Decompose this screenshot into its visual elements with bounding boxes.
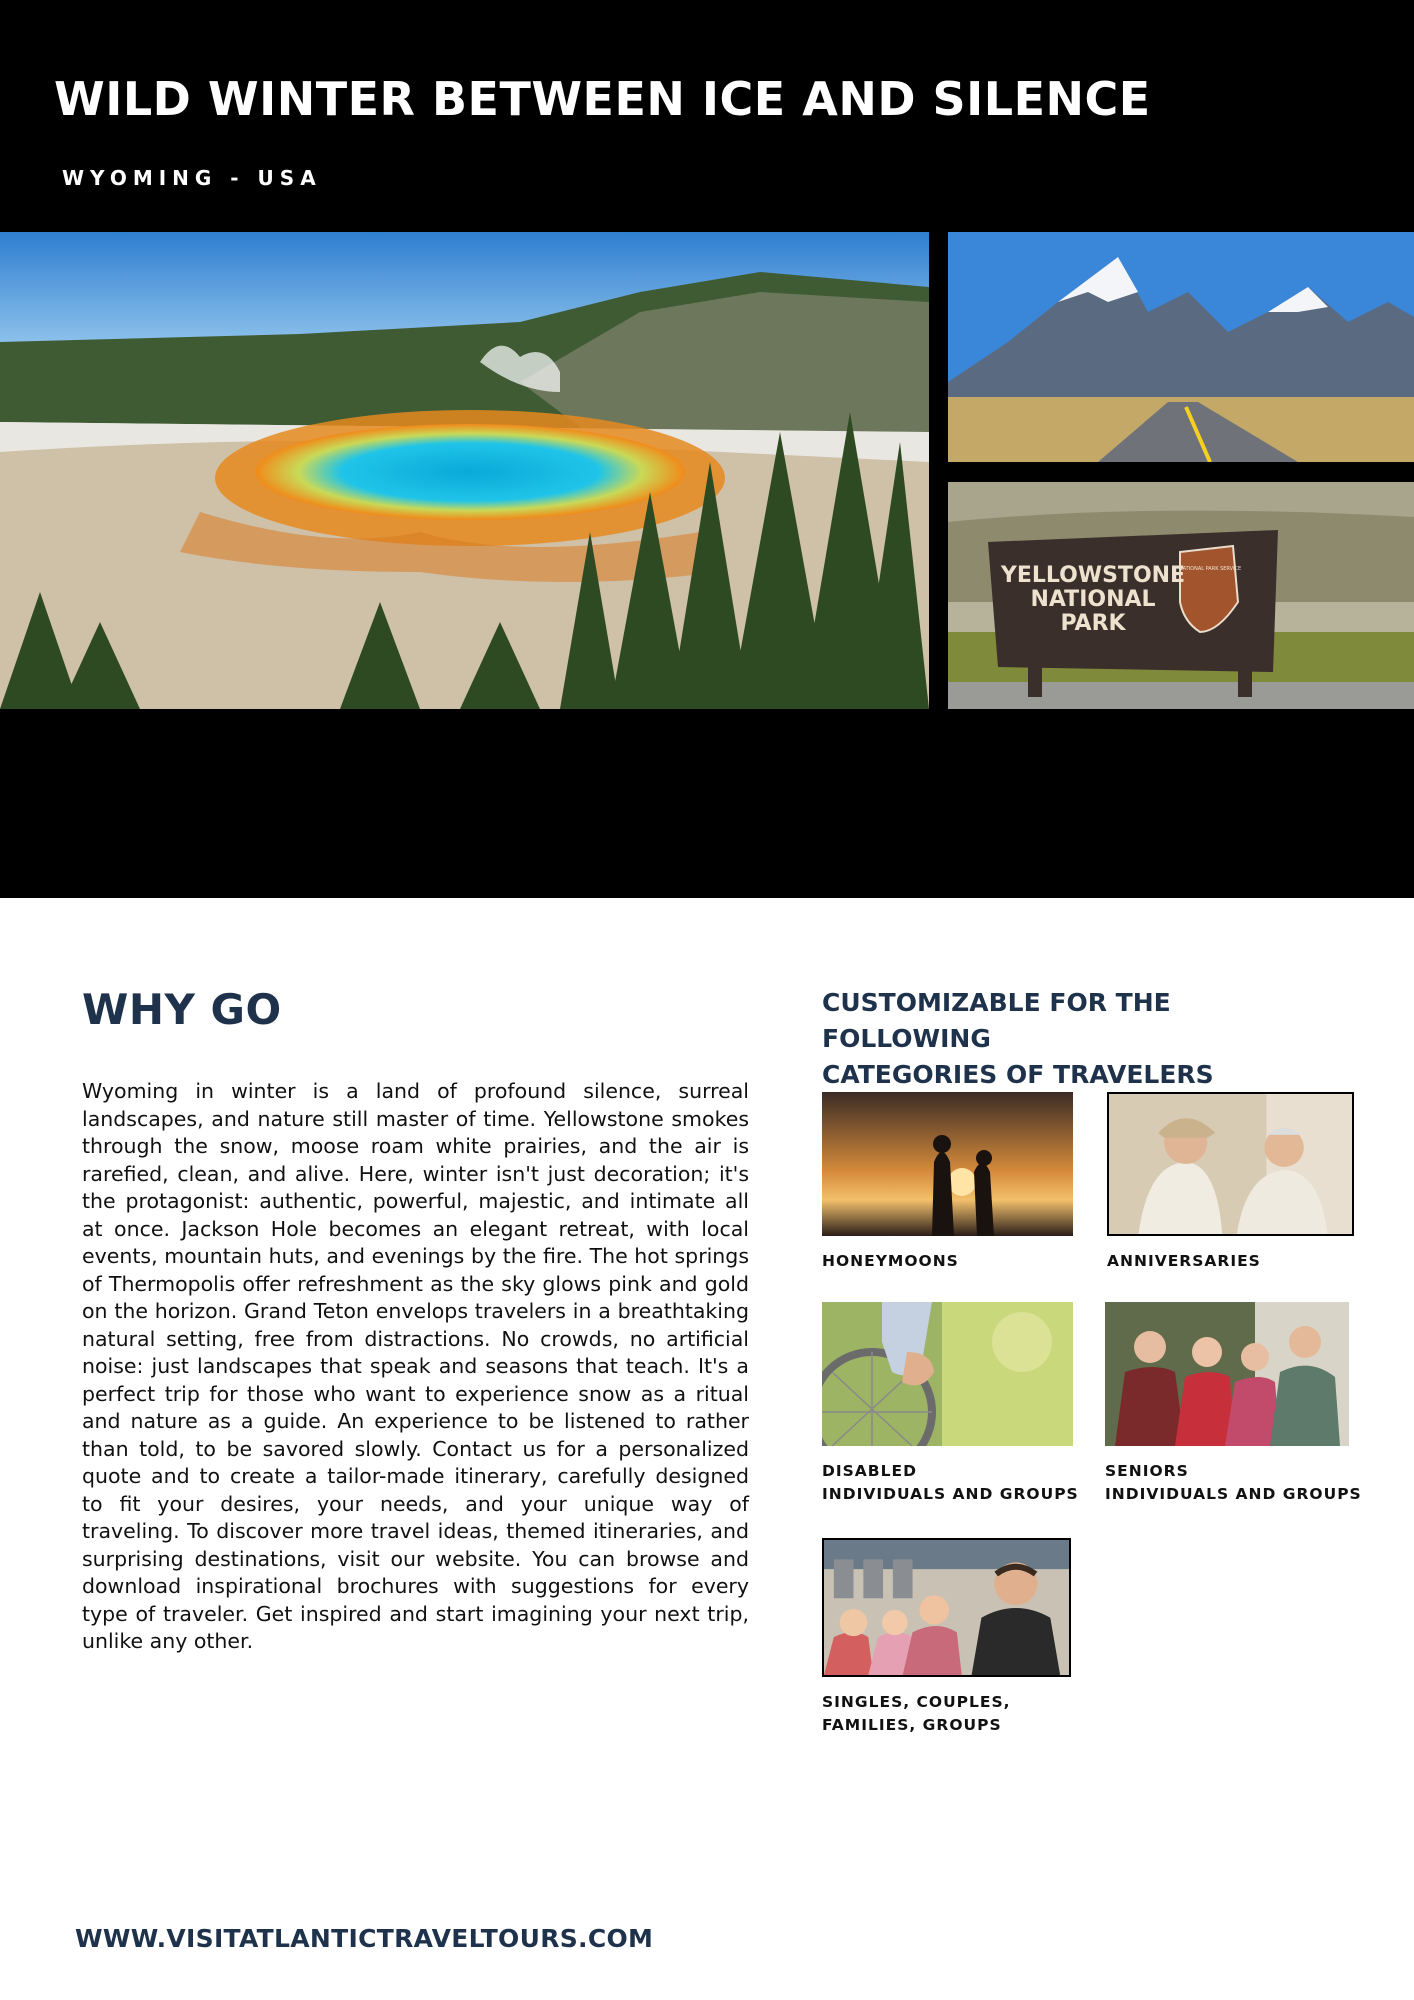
category-label-line-2: INDIVIDUALS AND GROUPS (1105, 1485, 1362, 1503)
categories-heading-line-2: CATEGORIES OF TRAVELERS (822, 1060, 1214, 1089)
page-subtitle: WYOMING - USA (62, 166, 322, 190)
hero-banner (0, 0, 1414, 898)
category-label-line-1: ANNIVERSARIES (1107, 1252, 1261, 1270)
category-honeymoons (822, 1250, 959, 1273)
categories-heading (822, 985, 1342, 1093)
seniors-photo (1105, 1302, 1349, 1446)
category-anniversaries (1107, 1250, 1261, 1273)
why-go-body: Wyoming in winter is a land of profound silence, surreal landscapes, and nature still master of time. Yellowstone smokes through the snow, moose roam white prairies, and the air is rarefied, clean, and alive. Here, winter isn't just decoration; it's the protagonist: authentic, powerful, majestic, and intimate all at once. Jackson Hole becomes an elegant retreat, with local events, mountain huts, and evenings by the fire. The hot springs of Thermopolis offer refreshment as the sky glows pink and gold on the horizon. Grand Teton envelops travelers in a breathtaking natural setting, free from distractions. No crowds, no artificial noise: just landscapes that speak and seasons that teach. It's a perfect trip for those who want to experience snow as a ritual and nature as a guide. An experience to be listened to rather than told, to be savored slowly. Contact us for a personalized quote and to create a tailor-made itinerary, carefully designed to fit your desires, your needs, and your unique way of traveling. To discover more travel ideas, themed itineraries, and surprising destinations, visit our website. You can browse and download inspirational brochures with suggestions for every type of traveler. Get inspired and start imagining your next trip, unlike any other. (82, 1079, 749, 1653)
category-label-line-1: SENIORS (1105, 1462, 1189, 1480)
website-link[interactable]: WWW.VISITATLANTICTRAVELTOURS.COM (75, 1924, 654, 1953)
honeymoons-photo (822, 1092, 1073, 1236)
nps-badge-text: NATIONAL PARK SERVICE (1178, 566, 1242, 572)
category-families (822, 1691, 1011, 1737)
sign-line-2: NATIONAL (1030, 587, 1156, 612)
category-label-line-2: INDIVIDUALS AND GROUPS (822, 1485, 1079, 1503)
disabled-travelers-photo (822, 1302, 1073, 1446)
category-label-line-1: HONEYMOONS (822, 1252, 959, 1270)
grand-prismatic-spring-photo (0, 232, 929, 709)
categories-heading-line-1: CUSTOMIZABLE FOR THE FOLLOWING (822, 988, 1171, 1053)
anniversaries-photo (1107, 1092, 1354, 1236)
page-title: WILD WINTER BETWEEN ICE AND SILENCE (54, 72, 1151, 126)
yellowstone-sign-photo (948, 482, 1414, 709)
sign-line-3: PARK (1060, 611, 1126, 636)
families-photo (822, 1538, 1071, 1677)
sign-line-1: YELLOWSTONE (1000, 563, 1186, 588)
category-label-line-1: DISABLED (822, 1462, 917, 1480)
category-disabled (822, 1460, 1079, 1506)
category-label-line-1: SINGLES, COUPLES, (822, 1693, 1011, 1711)
category-label-line-2: FAMILIES, GROUPS (822, 1716, 1002, 1734)
grand-teton-road-photo (948, 232, 1414, 462)
why-go-heading: WHY GO (82, 985, 282, 1034)
category-seniors (1105, 1460, 1362, 1506)
